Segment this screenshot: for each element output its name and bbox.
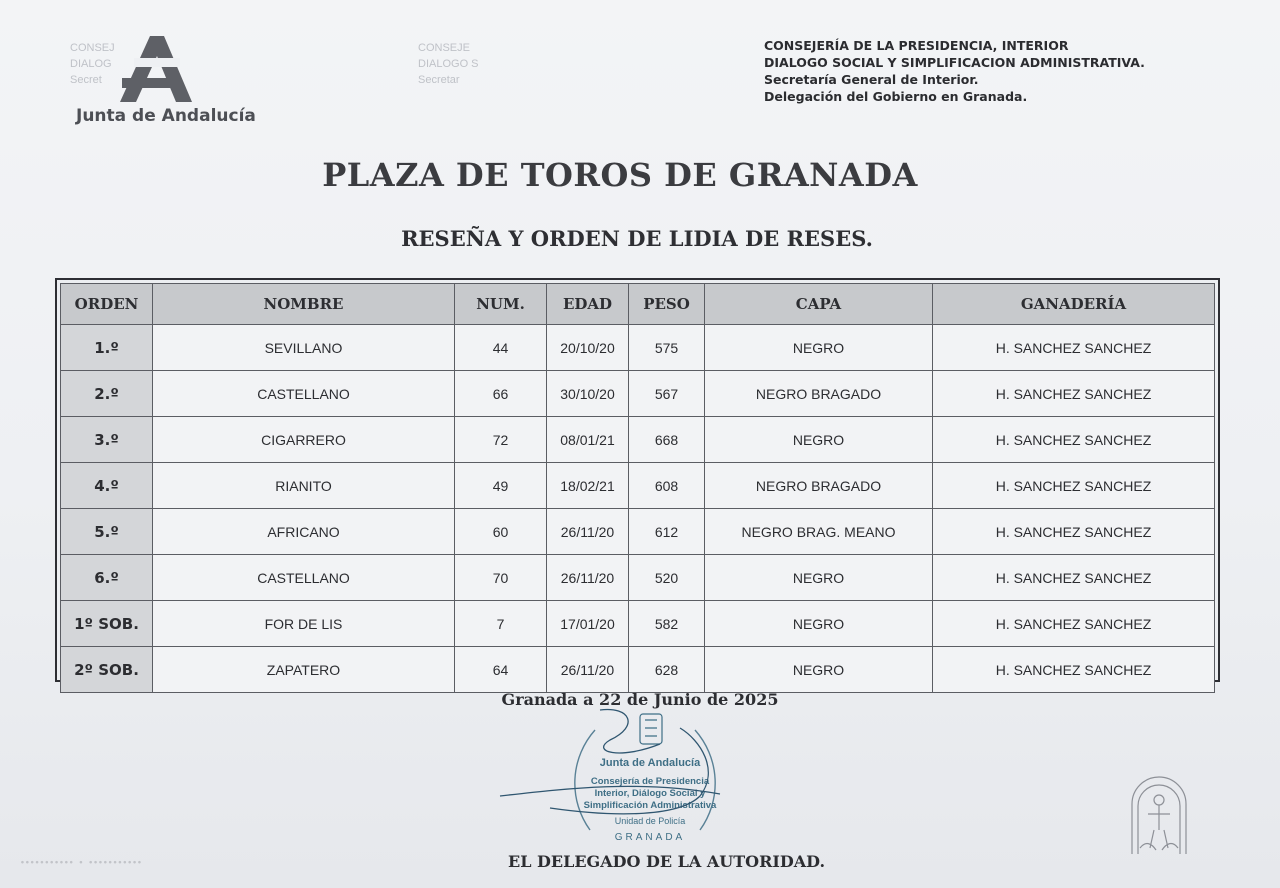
cell-peso: 575 (629, 325, 705, 371)
consejeria-line-4: Delegación del Gobierno en Granada. (764, 89, 1028, 104)
cell-orden: 2.º (61, 371, 153, 417)
stamp-line-1: Junta de Andalucía (599, 757, 701, 769)
column-header-ganaderia: GANADERÍA (933, 284, 1215, 325)
cell-orden: 2º SOB. (61, 647, 153, 693)
table-row (61, 371, 1215, 417)
table-header-row (61, 284, 1215, 325)
cell-num: 7 (455, 601, 547, 647)
bleed-through-text-left: CONSEJ DIALOG Secret (70, 42, 115, 86)
cell-num: 64 (455, 647, 547, 693)
cell-peso: 668 (629, 417, 705, 463)
column-header-orden: ORDEN (61, 284, 153, 325)
cell-ganaderia: H. SANCHEZ SANCHEZ (933, 647, 1215, 693)
cell-capa: NEGRO (705, 647, 933, 693)
cell-capa: NEGRO BRAGADO (705, 463, 933, 509)
cell-num: 72 (455, 417, 547, 463)
cell-capa: NEGRO BRAGADO (705, 371, 933, 417)
cell-nombre: RIANITO (153, 463, 455, 509)
cell-capa: NEGRO BRAG. MEANO (705, 509, 933, 555)
consejeria-line-1: CONSEJERÍA DE LA PRESIDENCIA, INTERIOR (764, 38, 1069, 53)
official-stamp (490, 700, 800, 860)
cell-peso: 628 (629, 647, 705, 693)
cell-orden: 3.º (61, 417, 153, 463)
cell-capa: NEGRO (705, 325, 933, 371)
cell-ganaderia: H. SANCHEZ SANCHEZ (933, 509, 1215, 555)
stamp-line-4: Simplificación Administrativa (583, 800, 717, 811)
consejeria-line-2: DIALOGO SOCIAL Y SIMPLIFICACION ADMINISTRATIVA. (764, 55, 1145, 70)
table-row (61, 463, 1215, 509)
cell-nombre: CASTELLANO (153, 555, 455, 601)
cell-nombre: CIGARRERO (153, 417, 455, 463)
table-row (61, 509, 1215, 555)
lidia-table (60, 283, 1215, 693)
consejeria-line-3: Secretaría General de Interior. (764, 72, 979, 87)
stamp-line-5: Unidad de Policía (614, 816, 686, 826)
cell-capa: NEGRO (705, 601, 933, 647)
cell-orden: 5.º (61, 509, 153, 555)
cell-edad: 26/11/20 (547, 555, 629, 601)
cell-nombre: SEVILLANO (153, 325, 455, 371)
table-row (61, 325, 1215, 371)
cell-num: 70 (455, 555, 547, 601)
table-row (61, 601, 1215, 647)
stamp-line-6: GRANADA (614, 832, 686, 843)
cell-orden: 4.º (61, 463, 153, 509)
cell-ganaderia: H. SANCHEZ SANCHEZ (933, 463, 1215, 509)
cell-num: 60 (455, 509, 547, 555)
cell-peso: 608 (629, 463, 705, 509)
page-subtitle: RESEÑA Y ORDEN DE LIDIA DE RESES. (401, 226, 873, 251)
stamp-line-2: Consejería de Presidencia (590, 776, 710, 787)
column-header-peso: PESO (629, 284, 705, 325)
column-header-capa: CAPA (705, 284, 933, 325)
stamp-emblem-icon (640, 714, 662, 744)
table-row (61, 647, 1215, 693)
cell-capa: NEGRO (705, 555, 933, 601)
cell-num: 49 (455, 463, 547, 509)
stamp-line-3: Interior, Diálogo Social y (594, 788, 706, 799)
logo-text: Junta de Andalucía (76, 106, 256, 126)
cell-edad: 18/02/21 (547, 463, 629, 509)
lidia-table-frame (55, 278, 1220, 682)
table-row (61, 555, 1215, 601)
cell-peso: 582 (629, 601, 705, 647)
cell-nombre: CASTELLANO (153, 371, 455, 417)
cell-peso: 612 (629, 509, 705, 555)
cell-edad: 26/11/20 (547, 509, 629, 555)
cell-edad: 30/10/20 (547, 371, 629, 417)
cell-ganaderia: H. SANCHEZ SANCHEZ (933, 601, 1215, 647)
cell-orden: 1.º (61, 325, 153, 371)
cell-nombre: AFRICANO (153, 509, 455, 555)
cell-orden: 6.º (61, 555, 153, 601)
cell-nombre: FOR DE LIS (153, 601, 455, 647)
cell-edad: 20/10/20 (547, 325, 629, 371)
cell-ganaderia: H. SANCHEZ SANCHEZ (933, 325, 1215, 371)
bleed-through-text-mid: CONSEJE DIALOGO S Secretar (418, 42, 479, 86)
footer-signature-line: EL DELEGADO DE LA AUTORIDAD. (508, 852, 826, 871)
cell-num: 44 (455, 325, 547, 371)
cell-peso: 567 (629, 371, 705, 417)
table-row (61, 417, 1215, 463)
header-consejeria (764, 37, 1145, 105)
cell-edad: 26/11/20 (547, 647, 629, 693)
column-header-num: NUM. (455, 284, 547, 325)
cell-edad: 17/01/20 (547, 601, 629, 647)
cell-peso: 520 (629, 555, 705, 601)
column-header-edad: EDAD (547, 284, 629, 325)
cell-ganaderia: H. SANCHEZ SANCHEZ (933, 371, 1215, 417)
cell-ganaderia: H. SANCHEZ SANCHEZ (933, 555, 1215, 601)
cell-capa: NEGRO (705, 417, 933, 463)
cell-orden: 1º SOB. (61, 601, 153, 647)
cell-edad: 08/01/21 (547, 417, 629, 463)
bleed-through-footer: ··········· · ··········· (20, 855, 142, 871)
column-header-nombre: NOMBRE (153, 284, 455, 325)
cell-ganaderia: H. SANCHEZ SANCHEZ (933, 417, 1215, 463)
page-title: PLAZA DE TOROS DE GRANADA (322, 156, 918, 194)
cell-num: 66 (455, 371, 547, 417)
cell-nombre: ZAPATERO (153, 647, 455, 693)
andalucia-emblem-icon (1126, 770, 1192, 856)
date-line: Granada a 22 de Junio de 2025 (501, 690, 779, 709)
